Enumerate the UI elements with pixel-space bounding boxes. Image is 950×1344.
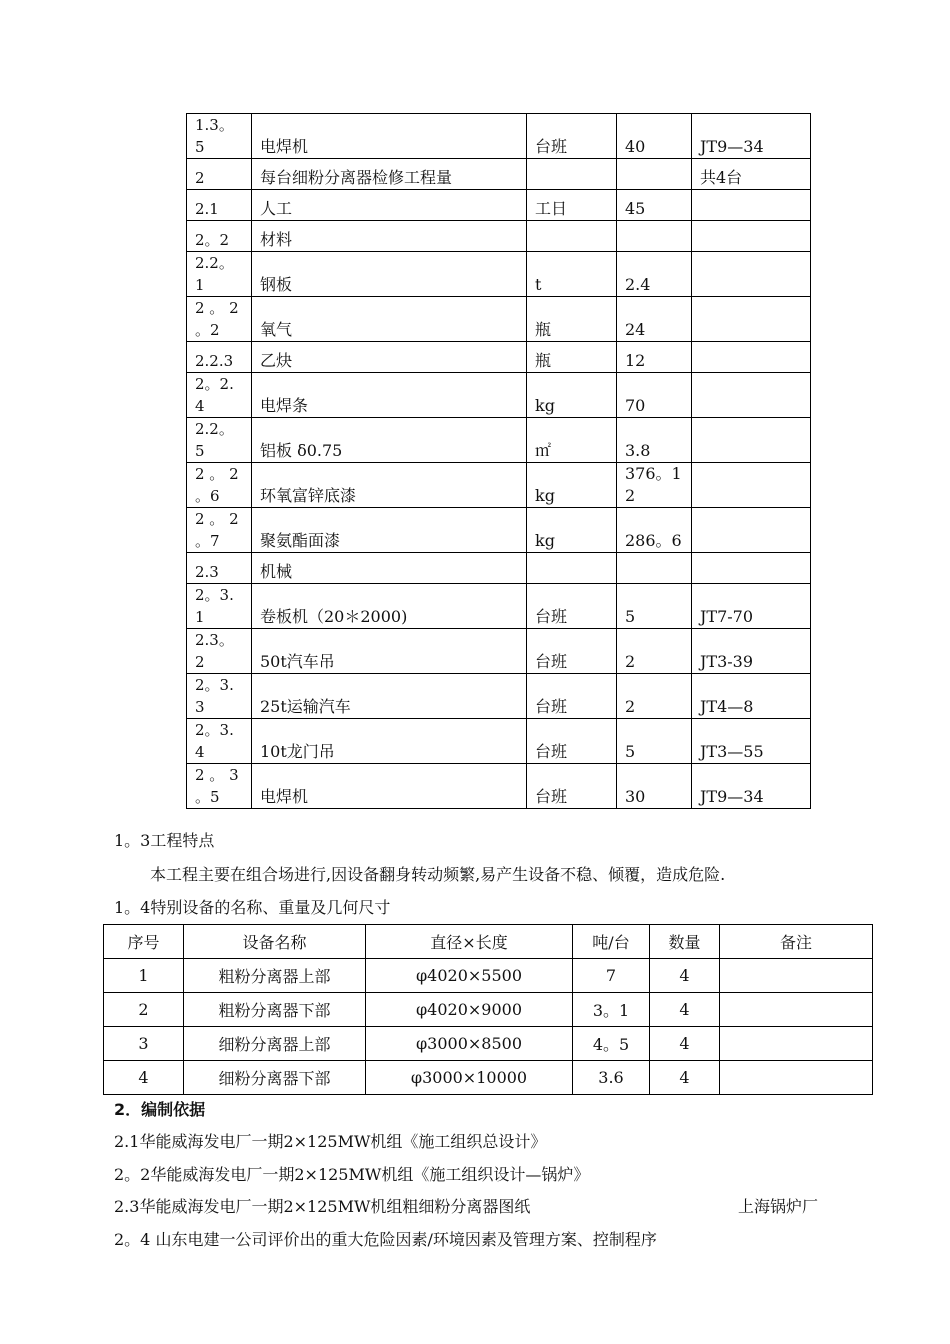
item-code: 2.2。 1 (187, 252, 252, 297)
table-row (187, 463, 811, 508)
item-name: 卷板机（20＊2000) (252, 584, 527, 629)
item-quantity: 286。6 (617, 508, 692, 553)
equip-size: φ4020×9000 (366, 993, 573, 1027)
equip-remark (720, 1027, 873, 1061)
section-1-3-body: 本工程主要在组合场进行,因设备翻身转动频繁,易产生设备不稳、倾覆，造成危险. (150, 865, 726, 884)
item-quantity: 12 (617, 342, 692, 373)
item-unit: 瓶 (527, 342, 617, 373)
item-quantity: 2 (617, 674, 692, 719)
item-reference: JT9—34 (692, 764, 811, 809)
item-name: 氧气 (252, 297, 527, 342)
work-quantity-table (186, 113, 811, 809)
item-name: 电焊机 (252, 114, 527, 159)
item-quantity: 45 (617, 190, 692, 221)
equip-weight: 4。5 (573, 1027, 650, 1061)
item-unit (527, 553, 617, 584)
item-unit: 台班 (527, 114, 617, 159)
item-unit: kg (527, 508, 617, 553)
item-code: 2 (187, 159, 252, 190)
table-header-row (104, 925, 873, 959)
item-reference: JT3-39 (692, 629, 811, 674)
table-row (187, 114, 811, 159)
equip-index: 4 (104, 1061, 184, 1095)
item-unit: 台班 (527, 719, 617, 764)
item-quantity: 24 (617, 297, 692, 342)
item-name: 电焊机 (252, 764, 527, 809)
item-name: 聚氨酯面漆 (252, 508, 527, 553)
item-unit: 瓶 (527, 297, 617, 342)
equip-quantity: 4 (650, 1061, 720, 1095)
item-code: 2 。 2 。2 (187, 297, 252, 342)
equip-remark (720, 959, 873, 993)
equip-name: 细粉分离器下部 (184, 1061, 366, 1095)
item-code: 2。2. 4 (187, 373, 252, 418)
item-reference (692, 297, 811, 342)
item-code: 1.3。 5 (187, 114, 252, 159)
equip-name: 细粉分离器上部 (184, 1027, 366, 1061)
item-name: 25t运输汽车 (252, 674, 527, 719)
equip-quantity: 4 (650, 1027, 720, 1061)
item-code: 2.3。 2 (187, 629, 252, 674)
table-row (187, 719, 811, 764)
table-row (187, 508, 811, 553)
item-code: 2 。 3 。5 (187, 764, 252, 809)
item-unit: 台班 (527, 674, 617, 719)
table-row (187, 373, 811, 418)
item-quantity (617, 553, 692, 584)
item-quantity: 3.8 (617, 418, 692, 463)
item-name: 钢板 (252, 252, 527, 297)
table-row (187, 190, 811, 221)
item-reference (692, 221, 811, 252)
equip-index: 2 (104, 993, 184, 1027)
item-reference (692, 418, 811, 463)
equip-size: φ4020×5500 (366, 959, 573, 993)
item-unit: 台班 (527, 764, 617, 809)
item-unit: t (527, 252, 617, 297)
header-weight: 吨/台 (573, 925, 650, 959)
item-code: 2。3. 4 (187, 719, 252, 764)
equip-weight: 3。1 (573, 993, 650, 1027)
basis-item-3: 2.3华能威海发电厂一期2×125MW机组粗细粉分离器图纸 (114, 1197, 531, 1216)
header-remark: 备注 (720, 925, 873, 959)
equip-size: φ3000×8500 (366, 1027, 573, 1061)
section-2-heading: 2．编制依据 (114, 1100, 206, 1119)
table-row (187, 159, 811, 190)
item-reference (692, 463, 811, 508)
table-row (104, 1027, 873, 1061)
item-unit: kg (527, 373, 617, 418)
item-reference: 共4台 (692, 159, 811, 190)
item-name: 人工 (252, 190, 527, 221)
item-unit (527, 159, 617, 190)
table-row (187, 674, 811, 719)
table-row (187, 221, 811, 252)
item-unit: 台班 (527, 629, 617, 674)
item-unit (527, 221, 617, 252)
basis-item-3-source: 上海锅炉厂 (738, 1197, 819, 1216)
item-reference (692, 342, 811, 373)
item-reference (692, 252, 811, 297)
equip-weight: 7 (573, 959, 650, 993)
item-quantity (617, 159, 692, 190)
item-quantity: 70 (617, 373, 692, 418)
header-name: 设备名称 (184, 925, 366, 959)
item-reference (692, 508, 811, 553)
item-reference (692, 373, 811, 418)
item-quantity (617, 221, 692, 252)
item-reference (692, 553, 811, 584)
table-row (187, 418, 811, 463)
item-name: 机械 (252, 553, 527, 584)
item-unit: kg (527, 463, 617, 508)
item-name: 50t汽车吊 (252, 629, 527, 674)
equip-weight: 3.6 (573, 1061, 650, 1095)
item-quantity: 40 (617, 114, 692, 159)
special-equipment-table (103, 924, 873, 1095)
table-row (187, 629, 811, 674)
header-quantity: 数量 (650, 925, 720, 959)
table-row (104, 993, 873, 1027)
table-row (187, 584, 811, 629)
equip-quantity: 4 (650, 993, 720, 1027)
item-quantity: 30 (617, 764, 692, 809)
item-unit: ㎡ (527, 418, 617, 463)
item-code: 2.1 (187, 190, 252, 221)
equip-remark (720, 993, 873, 1027)
item-code: 2。3. 1 (187, 584, 252, 629)
item-unit: 台班 (527, 584, 617, 629)
table-row (187, 297, 811, 342)
table-row (187, 764, 811, 809)
item-reference: JT4—8 (692, 674, 811, 719)
item-code: 2.2。 5 (187, 418, 252, 463)
item-name: 10t龙门吊 (252, 719, 527, 764)
item-quantity: 5 (617, 584, 692, 629)
item-code: 2.2.3 (187, 342, 252, 373)
header-index: 序号 (104, 925, 184, 959)
basis-item-1: 2.1华能威海发电厂一期2×125MW机组《施工组织总设计》 (114, 1132, 547, 1151)
equip-index: 3 (104, 1027, 184, 1061)
table-row (104, 1061, 873, 1095)
equip-index: 1 (104, 959, 184, 993)
header-size: 直径×长度 (366, 925, 573, 959)
item-quantity: 5 (617, 719, 692, 764)
item-name: 乙炔 (252, 342, 527, 373)
item-name: 材料 (252, 221, 527, 252)
equip-size: φ3000×10000 (366, 1061, 573, 1095)
item-quantity: 2.4 (617, 252, 692, 297)
section-1-3-heading: 1。3工程特点 (114, 831, 215, 850)
table-row (104, 959, 873, 993)
item-name: 环氧富锌底漆 (252, 463, 527, 508)
equip-quantity: 4 (650, 959, 720, 993)
item-quantity: 376。1 2 (617, 463, 692, 508)
table-row (187, 342, 811, 373)
section-1-4-heading: 1。4特别设备的名称、重量及几何尺寸 (114, 898, 391, 917)
item-quantity: 2 (617, 629, 692, 674)
equip-name: 粗粉分离器上部 (184, 959, 366, 993)
item-reference: JT9—34 (692, 114, 811, 159)
basis-item-2: 2。2华能威海发电厂一期2×125MW机组《施工组织设计—锅炉》 (114, 1165, 590, 1184)
item-name: 电焊条 (252, 373, 527, 418)
item-code: 2。3. 3 (187, 674, 252, 719)
equip-remark (720, 1061, 873, 1095)
item-name: 每台细粉分离器检修工程量 (252, 159, 527, 190)
equip-name: 粗粉分离器下部 (184, 993, 366, 1027)
item-reference (692, 190, 811, 221)
item-reference: JT7-70 (692, 584, 811, 629)
basis-item-4: 2。4 山东电建一公司评价出的重大危险因素/环境因素及管理方案、控制程序 (114, 1230, 657, 1249)
item-code: 2。2 (187, 221, 252, 252)
item-reference: JT3—55 (692, 719, 811, 764)
table-row (187, 252, 811, 297)
item-code: 2 。 2 。6 (187, 463, 252, 508)
table-row (187, 553, 811, 584)
item-code: 2 。 2 。7 (187, 508, 252, 553)
item-unit: 工日 (527, 190, 617, 221)
item-name: 铝板 δ0.75 (252, 418, 527, 463)
item-code: 2.3 (187, 553, 252, 584)
